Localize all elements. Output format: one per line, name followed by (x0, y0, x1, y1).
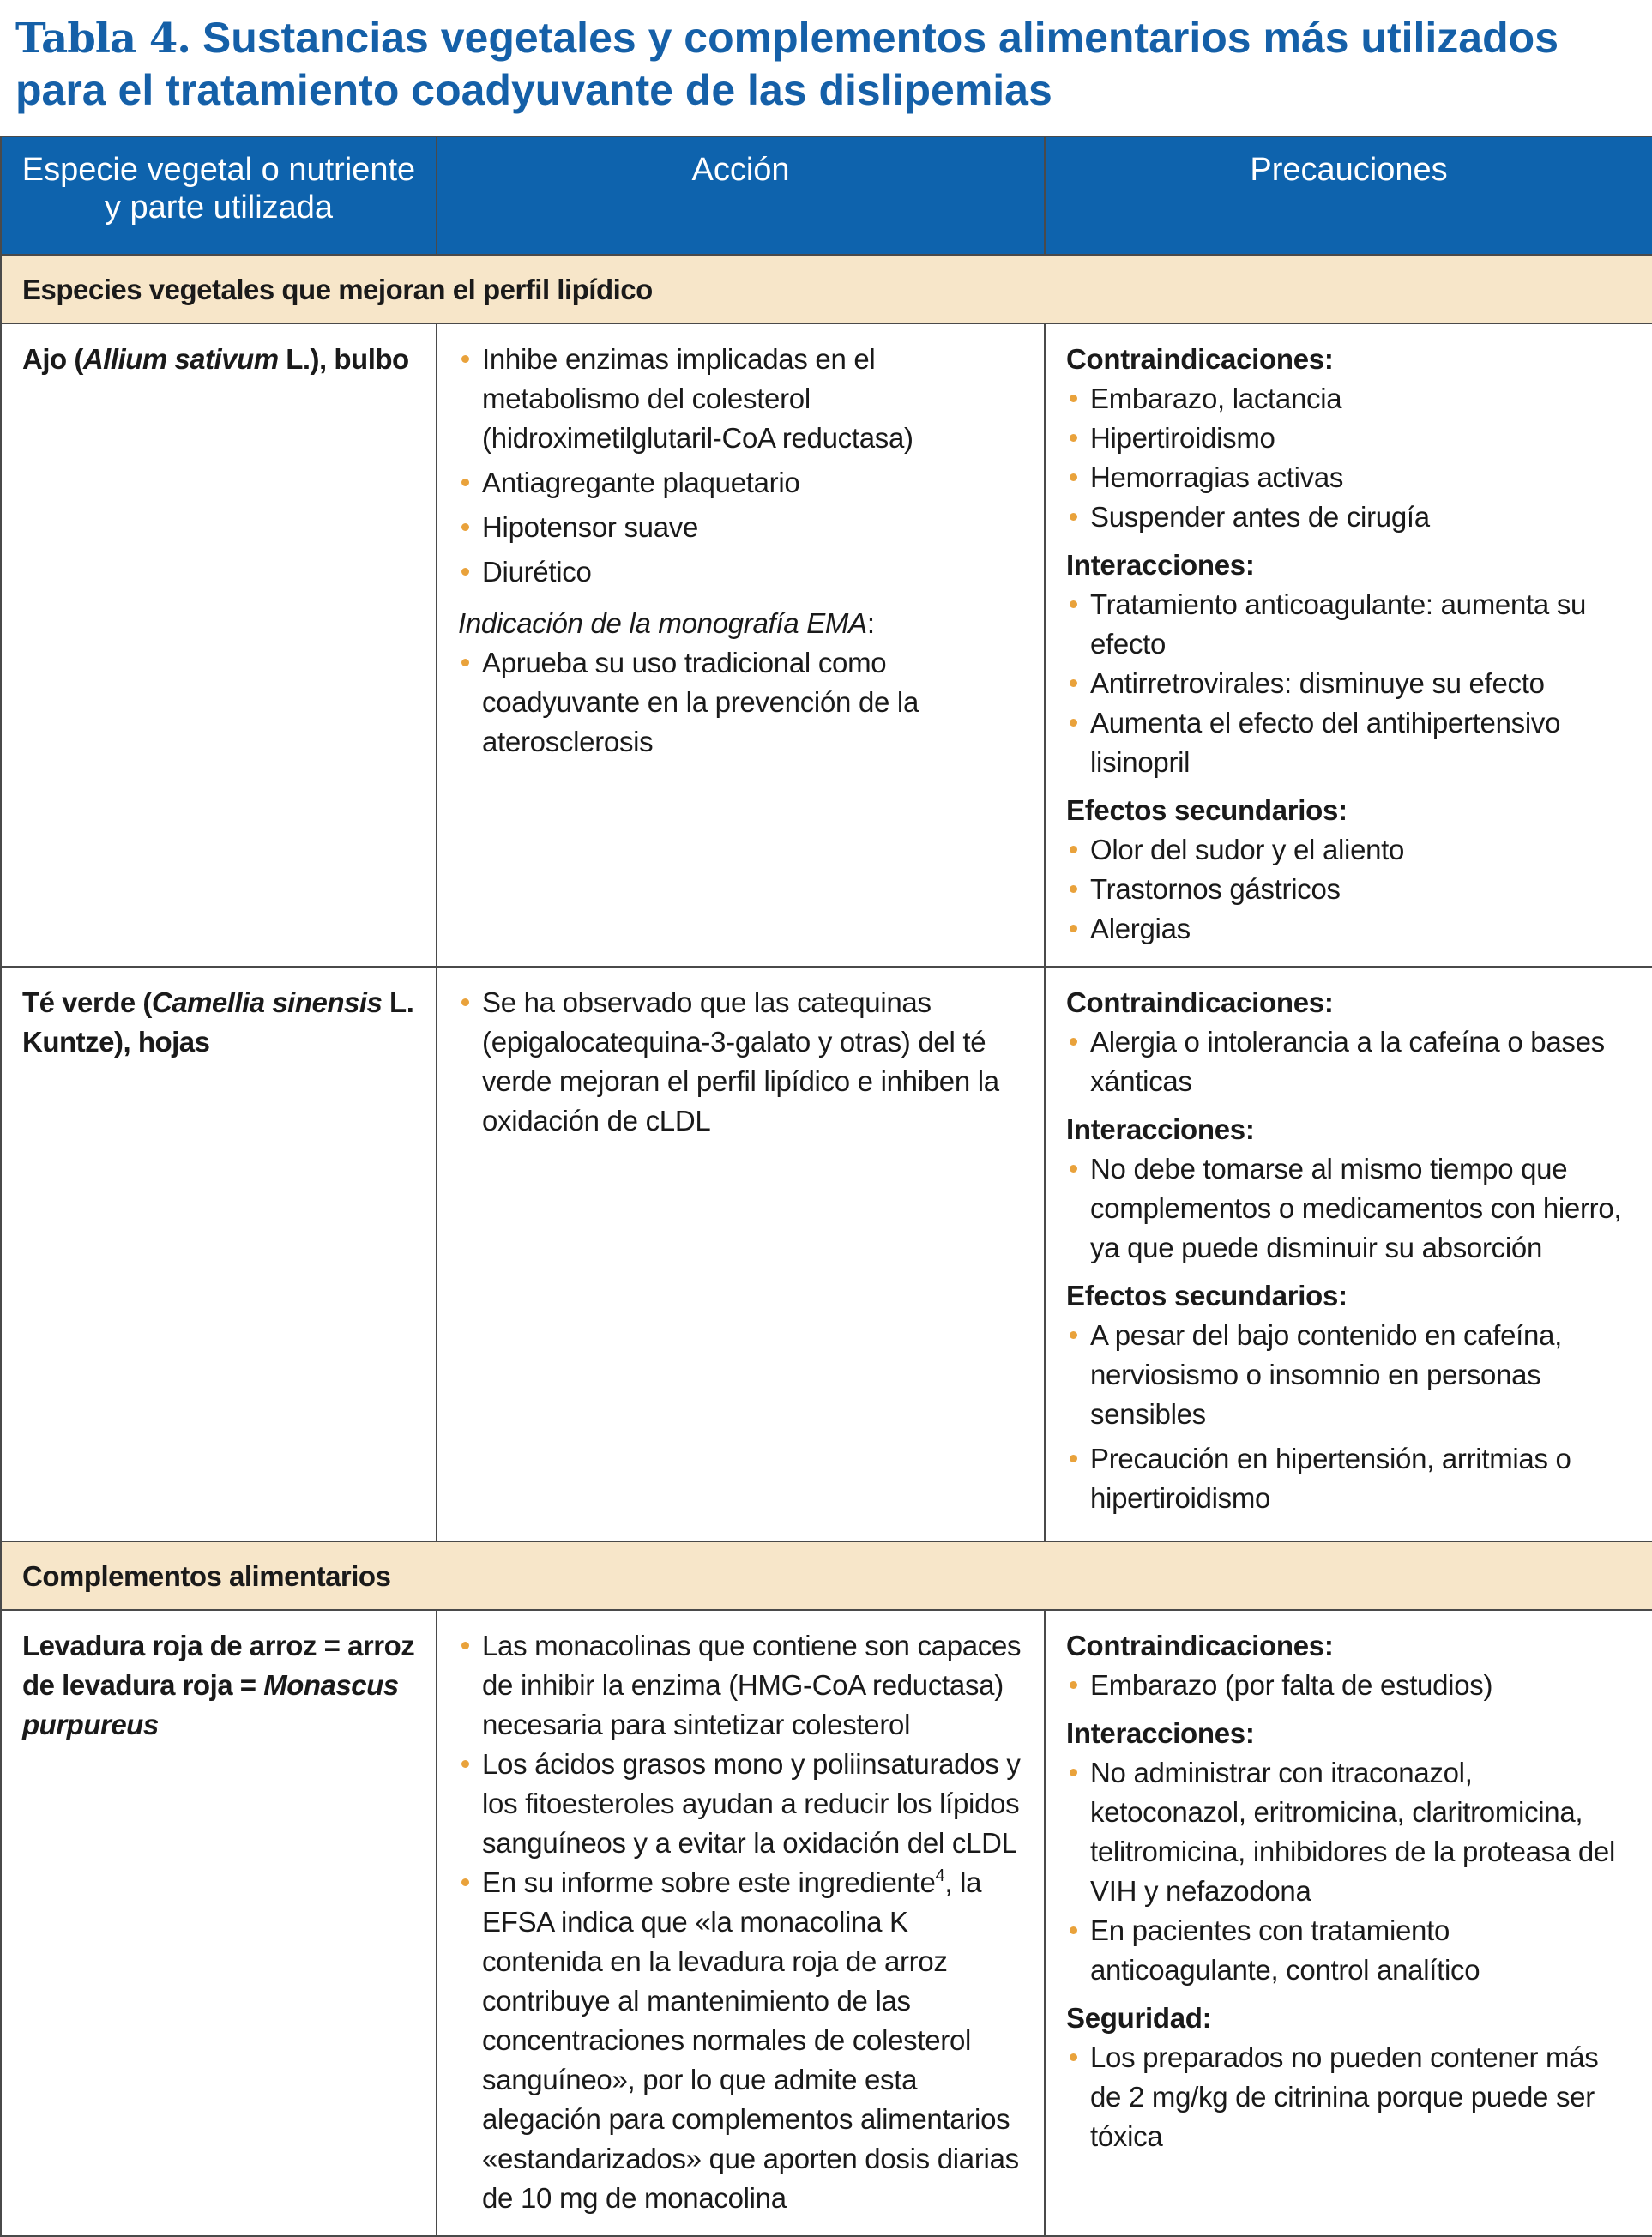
section-row-supplements (1, 1541, 1652, 1610)
list-item: Aumenta el efecto del antihipertensivo lisinopril (1066, 703, 1633, 782)
list-item: Se ha observado que las catequinas (epigalocatequina-3-galato y otras) del té verde mejoran el perfil lipídico e inhiben la oxidación de cLDL (458, 983, 1025, 1141)
species-name-levadura (1, 1610, 437, 2236)
safety-label: Seguridad: (1066, 2002, 1212, 2034)
section-supplements: Complementos alimentarios (1, 1541, 1652, 1610)
species-name-te (1, 967, 437, 1541)
efsa-text: , la EFSA indica que «la monacolina K contenida en la levadura roja de arroz contribuye al mantenimiento de las concentraciones normales de colesterol sanguíneo», por lo que admite esta alegación para complementos alimentarios «estandarizados» que aporten dosis diarias de 10 mg de monacolina (482, 1866, 1019, 2214)
list-item: Aprueba su uso tradicional como coadyuvante en la prevención de la aterosclerosis (458, 643, 1025, 762)
header-species: Especie vegetal o nutriente y parte utilizada (1, 136, 437, 255)
table-title-text: Sustancias vegetales y complementos alimentarios más utilizados para el tratamiento coadyuvante de las dislipemias (15, 14, 1559, 114)
header-precautions: Precauciones (1045, 136, 1652, 255)
list-item: Alergia o intolerancia a la cafeína o bases xánticas (1066, 1022, 1633, 1101)
list-item: Alergias (1066, 909, 1633, 949)
efsa-text: En su informe sobre este ingrediente (482, 1866, 936, 1898)
list-item: No debe tomarse al mismo tiempo que complementos o medicamentos con hierro, ya que puede disminuir su absorción (1066, 1149, 1633, 1268)
action-list (458, 340, 1025, 592)
species-latin: Camellia sinensis (151, 986, 383, 1018)
inter-label: Interacciones: (1066, 1113, 1255, 1145)
contra-list (1066, 379, 1633, 537)
reference-superscript: 4 (935, 1866, 945, 1885)
section-plants: Especies vegetales que mejoran el perfil lipídico (1, 255, 1652, 323)
table-row-ajo (1, 323, 1652, 967)
table-number: Tabla 4. (15, 15, 190, 63)
effects-label: Efectos secundarios: (1066, 794, 1348, 826)
list-item: Tratamiento anticoagulante: aumenta su efecto (1066, 585, 1633, 664)
species-text: L.), bulbo (278, 343, 409, 375)
species-name-ajo (1, 323, 437, 967)
species-text: L. Kuntze), hojas (22, 986, 414, 1058)
action-list (458, 1626, 1025, 2218)
action-levadura (437, 1610, 1045, 2236)
table-row-te (1, 967, 1652, 1541)
ema-label-text: Indicación de la monografía EMA (458, 607, 867, 639)
list-item: Diurético (458, 552, 1025, 592)
table-row-levadura (1, 1610, 1652, 2236)
list-item: Embarazo, lactancia (1066, 379, 1633, 419)
contra-list (1066, 1022, 1633, 1101)
species-text: Ajo ( (22, 343, 83, 375)
list-item: Hemorragias activas (1066, 458, 1633, 497)
list-item: Las monacolinas que contiene son capaces de inhibir la enzima (HMG-CoA reductasa) necesaria para sintetizar colesterol (458, 1626, 1025, 1745)
ema-colon: : (866, 607, 875, 639)
contra-label: Contraindicaciones: (1066, 986, 1334, 1018)
action-list (458, 983, 1025, 1141)
list-item: En pacientes con tratamiento anticoagulante, control analítico (1066, 1911, 1633, 1990)
table-title (15, 12, 1637, 116)
list-item: A pesar del bajo contenido en cafeína, nerviosismo o insomnio en personas sensibles (1066, 1316, 1633, 1434)
list-item: Trastornos gástricos (1066, 870, 1633, 909)
list-item: Los ácidos grasos mono y poliinsaturados y los fitoesteroles ayudan a reducir los lípidos sanguíneos y a evitar la oxidación del cLDL (458, 1745, 1025, 1863)
list-item: Olor del sudor y el aliento (1066, 830, 1633, 870)
ema-label (458, 604, 1025, 643)
inter-list (1066, 1149, 1633, 1268)
header-action: Acción (437, 136, 1045, 255)
precautions-levadura (1045, 1610, 1652, 2236)
species-text: Té verde ( (22, 986, 152, 1018)
inter-list (1066, 585, 1633, 782)
precautions-ajo (1045, 323, 1652, 967)
list-item: Precaución en hipertensión, arritmias o hipertiroidismo (1066, 1439, 1633, 1518)
inter-label: Interacciones: (1066, 1717, 1255, 1749)
list-item: Embarazo (por falta de estudios) (1066, 1666, 1633, 1705)
list-item: Suspender antes de cirugía (1066, 497, 1633, 537)
effects-list (1066, 830, 1633, 949)
list-item: Hipertiroidismo (1066, 419, 1633, 458)
species-text: Levadura roja de arroz = arroz de levadura roja = (22, 1630, 415, 1701)
list-item: Hipotensor suave (458, 508, 1025, 547)
list-item: No administrar con itraconazol, ketoconazol, eritromicina, claritromicina, telitromicina, inhibidores de la proteasa del VIH y nefazodona (1066, 1753, 1633, 1911)
effects-label: Efectos secundarios: (1066, 1280, 1348, 1311)
list-item (458, 1863, 1025, 2218)
list-item: Antiagregante plaquetario (458, 463, 1025, 503)
list-item: Antirretrovirales: disminuye su efecto (1066, 664, 1633, 703)
contra-label: Contraindicaciones: (1066, 343, 1334, 375)
list-item: Inhibe enzimas implicadas en el metabolismo del colesterol (hidroximetilglutaril-CoA reductasa) (458, 340, 1025, 458)
precautions-te (1045, 967, 1652, 1541)
action-te (437, 967, 1045, 1541)
header-row (1, 136, 1652, 255)
species-latin: Monascus purpureus (22, 1669, 399, 1740)
list-item: Los preparados no pueden contener más de 2 mg/kg de citrinina porque puede ser tóxica (1066, 2038, 1633, 2156)
inter-list (1066, 1753, 1633, 1990)
supplements-table (0, 136, 1652, 2237)
contra-label: Contraindicaciones: (1066, 1630, 1334, 1661)
species-latin: Allium sativum (82, 343, 279, 375)
effects-list (1066, 1316, 1633, 1518)
action-ajo (437, 323, 1045, 967)
safety-list (1066, 2038, 1633, 2156)
section-row-plants (1, 255, 1652, 323)
ema-list (458, 643, 1025, 762)
contra-list (1066, 1666, 1633, 1705)
inter-label: Interacciones: (1066, 549, 1255, 581)
